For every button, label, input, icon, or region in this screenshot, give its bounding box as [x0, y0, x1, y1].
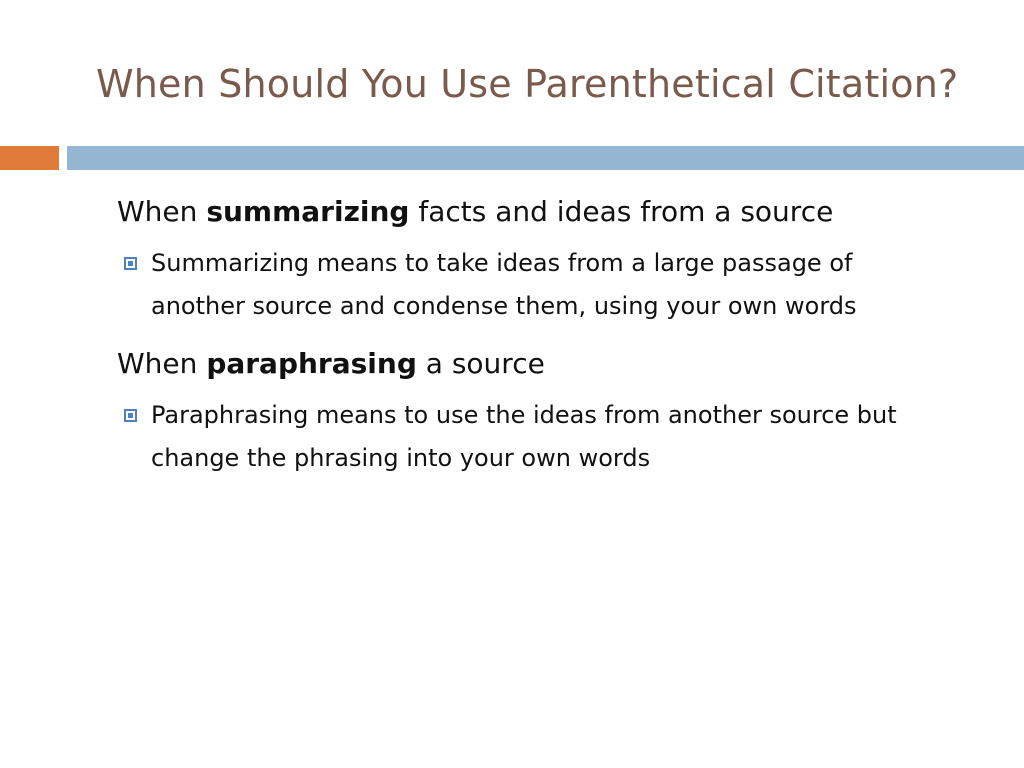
- bullet-level2-paraphrasing: [117, 394, 931, 480]
- slide-title: When Should You Use Parenthetical Citation?: [96, 62, 959, 106]
- bullet-level2-summarizing: [117, 242, 931, 328]
- square-bullet-icon: [124, 409, 137, 422]
- accent-bar-left: [0, 146, 59, 170]
- bullet-level1-paraphrasing: [117, 342, 977, 386]
- bullet-level2-text: Paraphrasing means to use the ideas from another source but change the phrasing into your own words: [151, 401, 897, 472]
- bullet-level2-text: Summarizing means to take ideas from a large passage of another source and condense them, using your own words: [151, 249, 857, 320]
- accent-bar-right: [67, 146, 1024, 170]
- bullet-trail-text: a source: [416, 347, 545, 380]
- bullet-bold-text: summarizing: [206, 195, 410, 228]
- bullet-level1-summarizing: [117, 190, 977, 234]
- bullet-lead-text: When: [117, 347, 207, 380]
- bullet-bold-text: paraphrasing: [206, 347, 417, 380]
- slide-body: [117, 190, 977, 494]
- bullet-lead-text: When: [117, 195, 207, 228]
- square-bullet-icon: [124, 257, 137, 270]
- bullet-trail-text: facts and ideas from a source: [409, 195, 834, 228]
